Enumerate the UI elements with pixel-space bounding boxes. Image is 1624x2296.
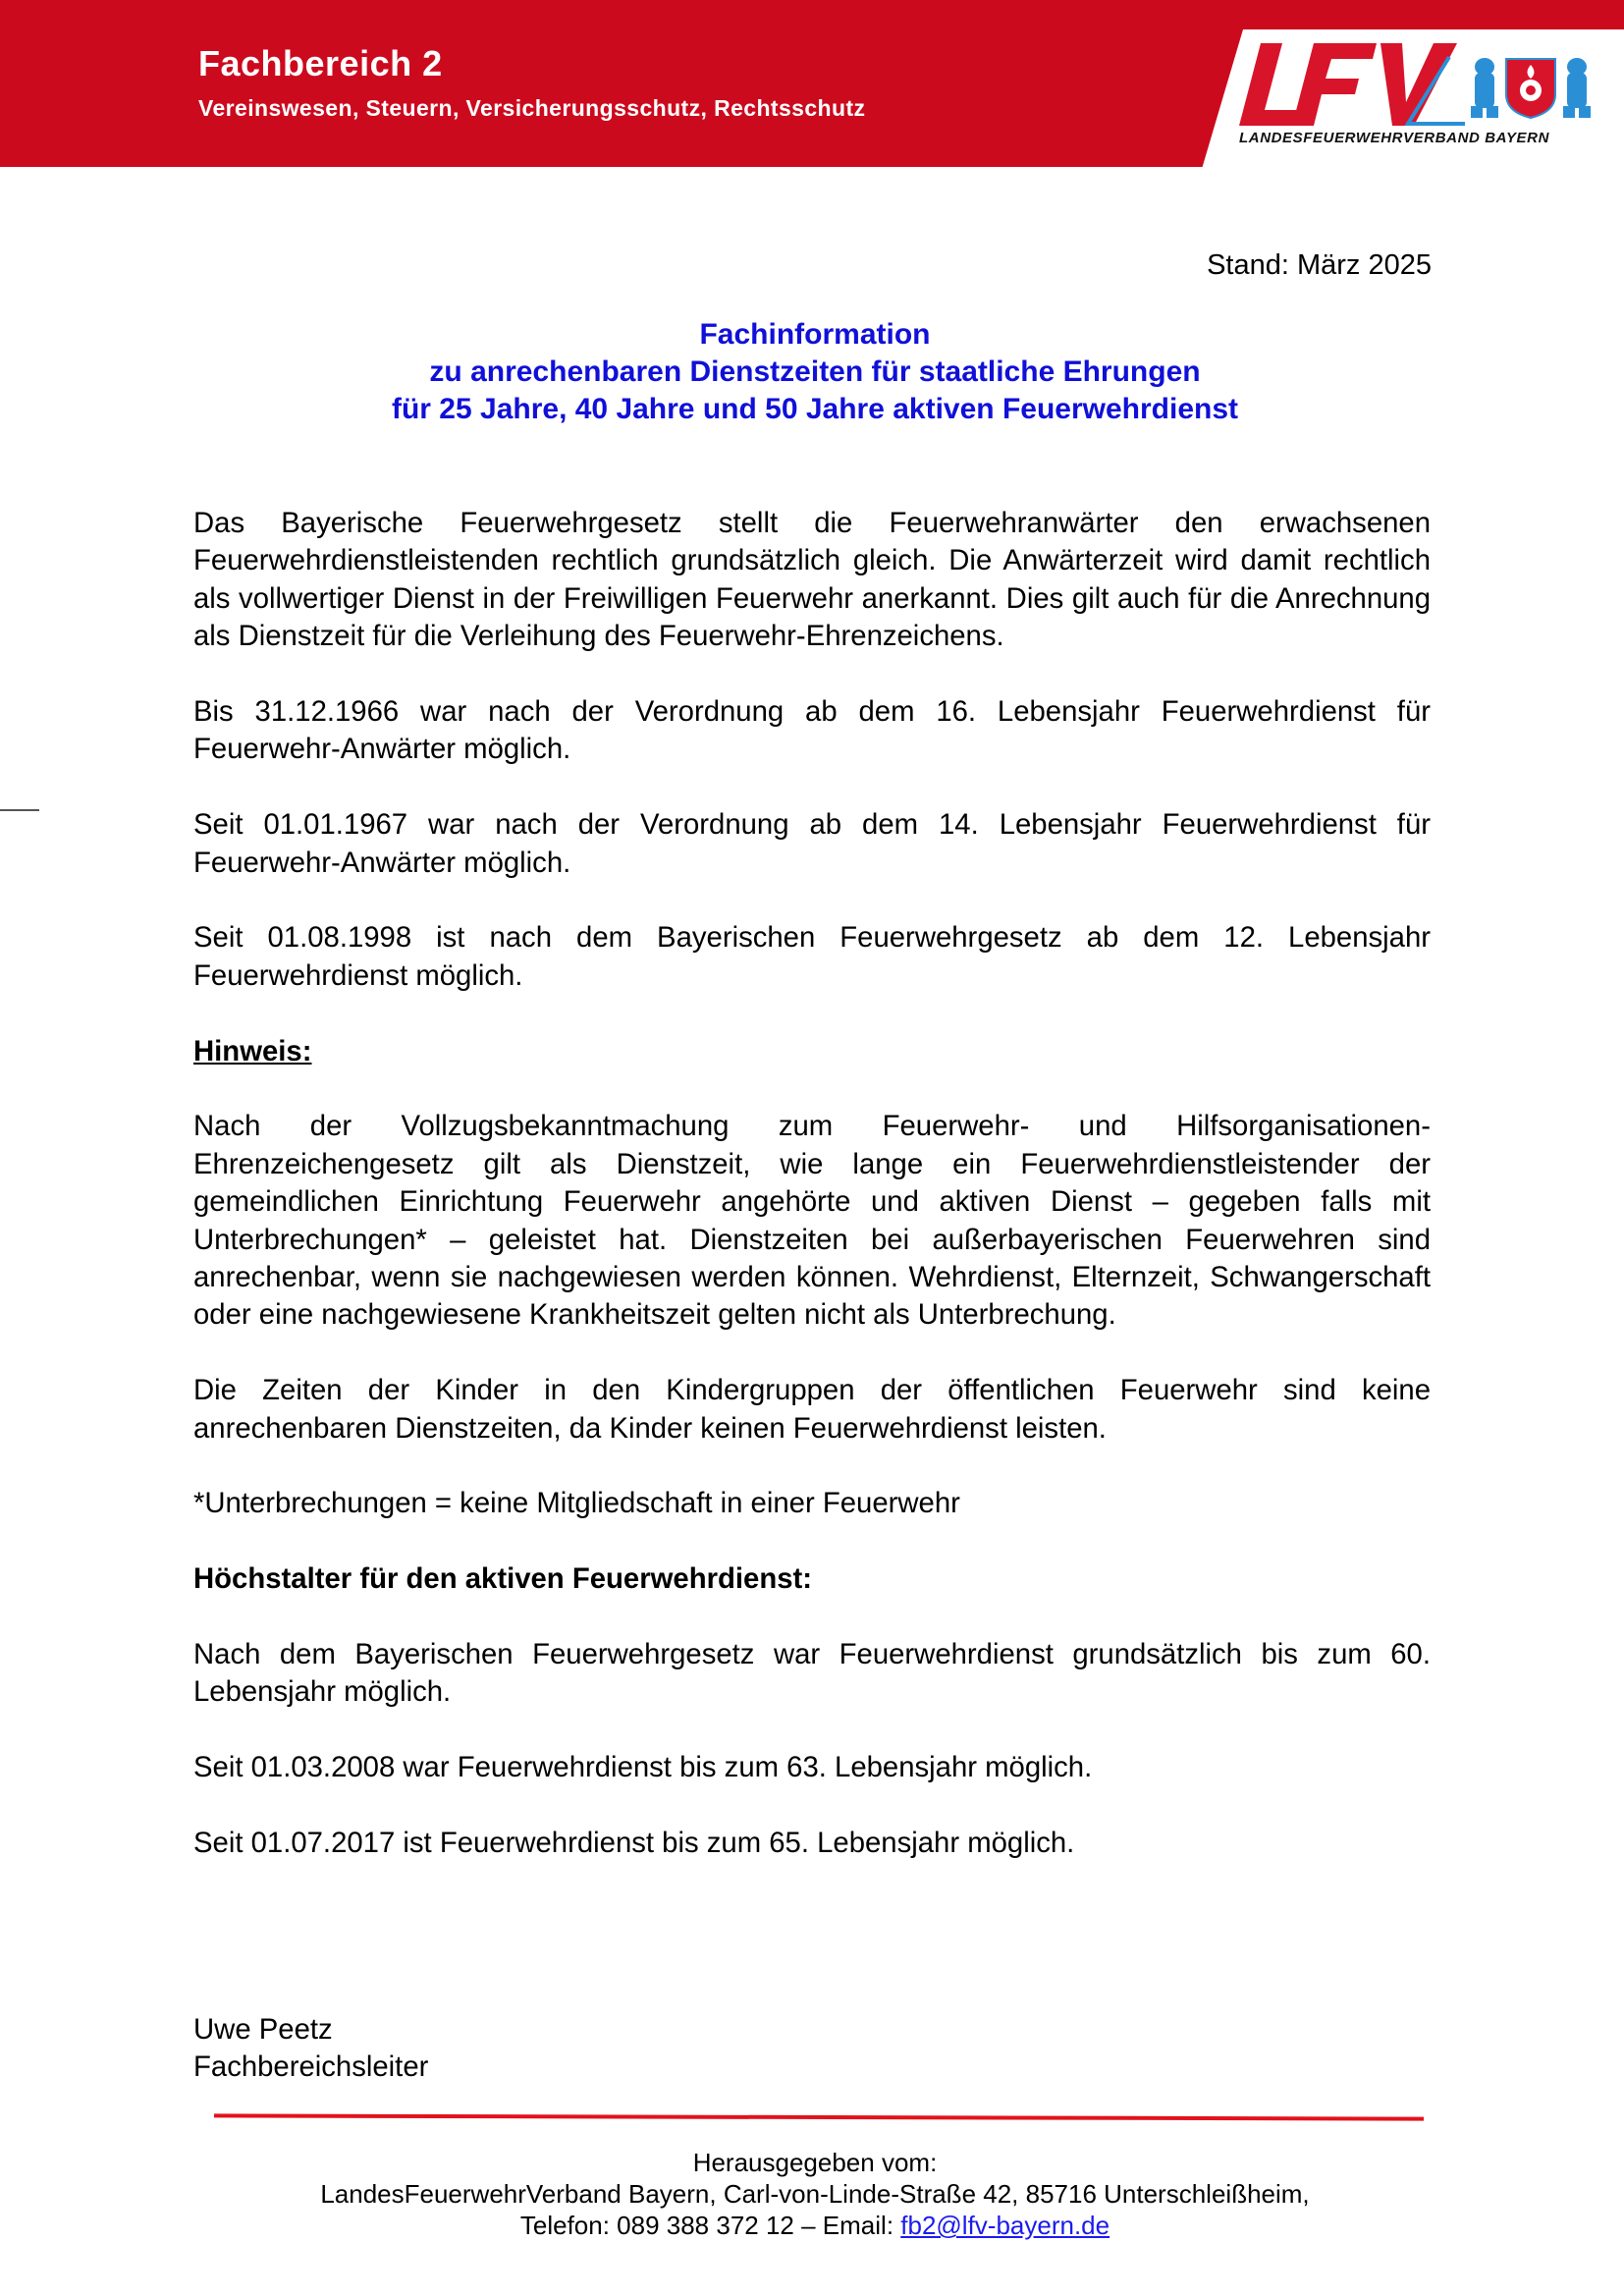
title-line-2: zu anrechenbaren Dienstzeiten für staatliche Ehrungen (429, 355, 1201, 388)
logo-caption: LANDESFEUERWEHRVERBAND BAYERN (1239, 130, 1550, 146)
paragraph-age-65: Seit 01.07.2017 ist Feuerwehrdienst bis zum 65. Lebensjahr möglich. (193, 1827, 1075, 1860)
paragraph-footnote: *Unterbrechungen = keine Mitgliedschaft in einer Feuerwehr (193, 1487, 960, 1520)
paragraph-age-60: Nach dem Bayerischen Feuerwehrgesetz war Feuerwehrdienst grundsätzlich bis zum 60. Lebensjahr möglich. (193, 1638, 1431, 1709)
fold-mark (0, 809, 39, 811)
hoechstalter-heading: Höchstalter für den aktiven Feuerwehrdienst: (193, 1562, 813, 1596)
title-line-1: Fachinformation (699, 318, 931, 351)
footer (177, 2147, 1453, 2241)
footer-phone: Telefon: 089 388 372 12 – Email: (519, 2211, 901, 2240)
lfv-logo-icon (1239, 39, 1465, 130)
paragraph-hinweis: Nach der Vollzugsbekanntmachung zum Feuerwehr- und Hilfsorganisationen-Ehrenzeichengesetz gilt als Dienstzeit, wie lange ein Feuerwehrdienstleistender der gemeindlichen Einrichtung Feuerwehr angehörte und aktiven Dienst – gegeben falls mit Unterbrechungen* – geleistet hat. Dienstzeiten bei außerbayerischen Feuerwehren sind anrechenbar, wenn sie nachgewiesen werden können. Wehrdienst, Elternzeit, Schwangerschaft oder eine nachgewiesene Krankheitszeit gelten nicht als Unterbrechung. (193, 1110, 1431, 1332)
paragraph-since-1998: Seit 01.08.1998 ist nach dem Bayerischen Feuerwehrgesetz ab dem 12. Lebensjahr Feuerwehrdienst möglich. (193, 921, 1431, 992)
email-link[interactable]: fb2@lfv-bayern.de (900, 2211, 1110, 2240)
hinweis-heading-text: Hinweis: (193, 1034, 312, 1067)
department-subtitle: Vereinswesen, Steuern, Versicherungsschutz, Rechtsschutz (198, 95, 866, 121)
paragraph-until-1966: Bis 31.12.1966 war nach der Verordnung ab dem 16. Lebensjahr Feuerwehrdienst für Feuerwehr-Anwärter möglich. (193, 695, 1431, 766)
title-line-3: für 25 Jahre, 40 Jahre und 50 Jahre aktiven Feuerwehrdienst (391, 393, 1239, 425)
footer-divider (214, 2113, 1424, 2120)
document-body (193, 505, 1431, 1900)
footer-contact (177, 2210, 1453, 2241)
paragraph-since-1967: Seit 01.01.1967 war nach der Verordnung ab dem 14. Lebensjahr Feuerwehrdienst für Feuerwehr-Anwärter möglich. (193, 808, 1431, 879)
signature-role: Fachbereichsleiter (193, 2050, 429, 2084)
document-title (177, 316, 1453, 428)
document-date: Stand: März 2025 (1207, 249, 1432, 281)
footer-published-by: Herausgegeben vom: (692, 2148, 938, 2177)
paragraph-kinder: Die Zeiten der Kinder in den Kindergruppen der öffentlichen Feuerwehr sind keine anrechenbaren Dienstzeiten, da Kinder keinen Feuerwehrdienst leisten. (193, 1374, 1431, 1445)
bavarian-crest-icon (1467, 51, 1595, 120)
signature-name: Uwe Peetz (193, 2013, 333, 2046)
paragraph-age-63: Seit 01.03.2008 war Feuerwehrdienst bis zum 63. Lebensjahr möglich. (193, 1751, 1093, 1784)
paragraph-intro: Das Bayerische Feuerwehrgesetz stellt die Feuerwehranwärter den erwachsenen Feuerwehrdienstleistenden rechtlich grundsätzlich gleich. Die Anwärterzeit wird damit rechtlich als vollwertiger Dienst in der Freiwilligen Feuerwehr anerkannt. Dies gilt auch für die Anrechnung als Dienstzeit für die Verleihung des Feuerwehr-Ehrenzeichens. (193, 507, 1431, 653)
hinweis-heading (193, 1033, 1431, 1070)
department-title: Fachbereich 2 (198, 43, 443, 83)
signature-block (193, 2011, 428, 2087)
footer-address: LandesFeuerwehrVerband Bayern, Carl-von-Linde-Straße 42, 85716 Unterschleißheim, (320, 2179, 1310, 2209)
